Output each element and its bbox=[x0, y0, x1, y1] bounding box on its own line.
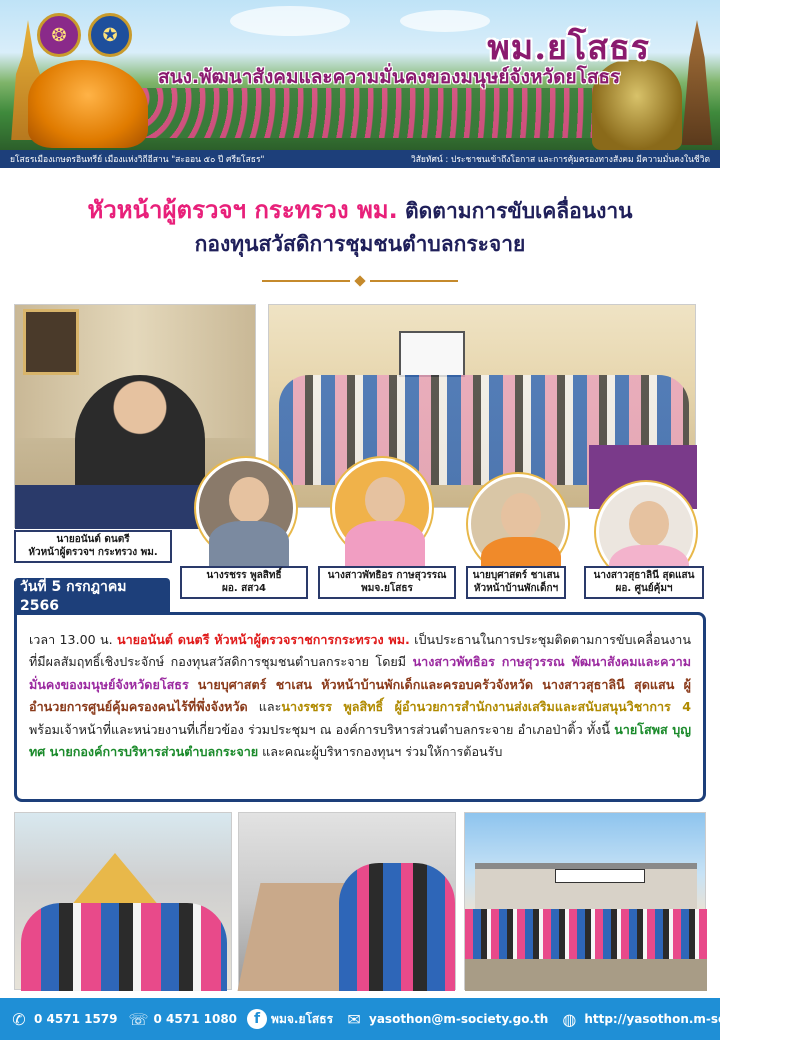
ministry-seal-icon: ❂ bbox=[37, 13, 81, 57]
lotus-field-image bbox=[120, 88, 640, 138]
headline-highlight: หัวหน้าผู้ตรวจฯ กระทรวง พม. bbox=[87, 196, 398, 224]
portrait-circle-3 bbox=[468, 474, 568, 574]
projector-screen-image bbox=[399, 331, 465, 377]
headline-line2: กองทุนสวัสดิการชุมชนตำบลกระจาย bbox=[194, 232, 526, 256]
email-icon: ✉ bbox=[347, 1009, 361, 1029]
site-visit-photo-1 bbox=[14, 812, 232, 990]
headline-rest: ติดตามการขับเคลื่อนงาน bbox=[397, 199, 633, 223]
caption-person-3: นายบุศาสตร์ ชาเสน หัวหน้าบ้านพักเด็กฯ bbox=[466, 566, 566, 599]
building-sign-image bbox=[555, 869, 645, 883]
portrait-circle-2 bbox=[332, 458, 432, 558]
tower-image bbox=[678, 20, 716, 145]
globe-icon: ◍ bbox=[562, 1009, 577, 1029]
ornament-divider bbox=[262, 276, 458, 286]
caption-chairman: นายอนันต์ ดนตรี หัวหน้าผู้ตรวจฯ กระทรวง พม. bbox=[14, 530, 172, 563]
article-body: เวลา 13.00 น. นายอนันต์ ดนตรี หัวหน้าผู้ตรวจราชการกระทรวง พม. เป็นประธานในการประชุมติดตามการขับเคลื่อนงานที่มีผลสัมฤทธิ์เชิงประจักษ์ กองทุนสวัสดิการชุมชนตำบลกระจาย โดยมี นางสาวพัทธิอร กาษสุวรรณ พัฒนาสังคมและความมั่นคงของมนุษย์จังหวัดยโสธร นายบุศาสตร์ ชาเสน หัวหน้าบ้านพักเด็กและครอบครัวจังหวัด นางสาวสุธาลินี สุดแสน ผู้อำนวยการศูนย์คุ้มครองคนไร้ที่พึ่งจังหวัด และนางรชรร พูลสิทธิ์ ผู้อำนวยการสำนักงานส่งเสริมและสนับสนุนวิชาการ 4 พร้อมเจ้าหน้าที่และหน่วยงานที่เกี่ยวข้อง ร่วมประชุมฯ ณ องค์การบริหารส่วนตำบลกระจาย อำเภอป่าติ้ว ทั้งนี้ นายโสพส บุญทศ นายกองค์การบริหารส่วนตำบลกระจาย และคณะผู้บริหารกองทุนฯ ร่วมให้การต้อนรับ bbox=[14, 612, 706, 802]
agency-name: สนง.พัฒนาสังคมและความมั่นคงของมนุษย์จังหวัดยโสธร bbox=[158, 66, 621, 88]
header-banner bbox=[0, 0, 720, 150]
group-photo bbox=[464, 812, 706, 990]
province-seal-icon: ✪ bbox=[88, 13, 132, 57]
facebook-icon: f bbox=[247, 1009, 267, 1029]
caption-person-2: นางสาวพัทธิอร กาษสุวรรณ พมจ.ยโสธร bbox=[318, 566, 456, 599]
fax-contact[interactable]: ☏ 0 4571 1080 bbox=[128, 1009, 238, 1029]
site-visit-photo-2 bbox=[238, 812, 456, 990]
portrait-circle-1 bbox=[196, 458, 296, 558]
phone-contact[interactable]: ✆ 0 4571 1579 bbox=[8, 1008, 118, 1030]
date-tab: วันที่ 5 กรกฎาคม 2566 bbox=[14, 578, 170, 612]
vision-text: วิสัยทัศน์ : ประชาชนเข้าถึงโอกาส และการคุ้มครองทางสังคม มีความมั่นคงในชีวิต bbox=[410, 155, 710, 165]
facebook-link[interactable]: f พมจ.ยโสธร bbox=[247, 1009, 333, 1029]
motto-text: ยโสธรเมืองเกษตรอินทรีย์ เมืองแห่งวิถีอีสาน "สะออน ๕๐ ปี ศรียโสธร" bbox=[10, 155, 265, 165]
headline bbox=[0, 190, 720, 229]
naga-statue-image bbox=[28, 60, 148, 148]
website-link[interactable]: ◍ http://yasothon.m-society.go.th/ bbox=[558, 1008, 802, 1030]
caption-person-4: นางสาวสุธาลินี สุดแสน ผอ. ศูนย์คุ้มฯ bbox=[584, 566, 704, 599]
motto-strip bbox=[0, 150, 720, 168]
brand-title: พม.ยโสธร bbox=[487, 28, 650, 68]
email-link[interactable]: ✉ yasothon@m-society.go.th bbox=[343, 1008, 548, 1030]
caption-person-1: นางรชรร พูลสิทธิ์ ผอ. สสว4 bbox=[180, 566, 308, 599]
royal-portrait-image bbox=[23, 309, 79, 375]
contact-footer bbox=[0, 998, 803, 1040]
meeting-room-photo bbox=[268, 304, 696, 508]
fax-icon: ☏ bbox=[128, 1009, 149, 1029]
phone-icon: ✆ bbox=[12, 1009, 26, 1029]
